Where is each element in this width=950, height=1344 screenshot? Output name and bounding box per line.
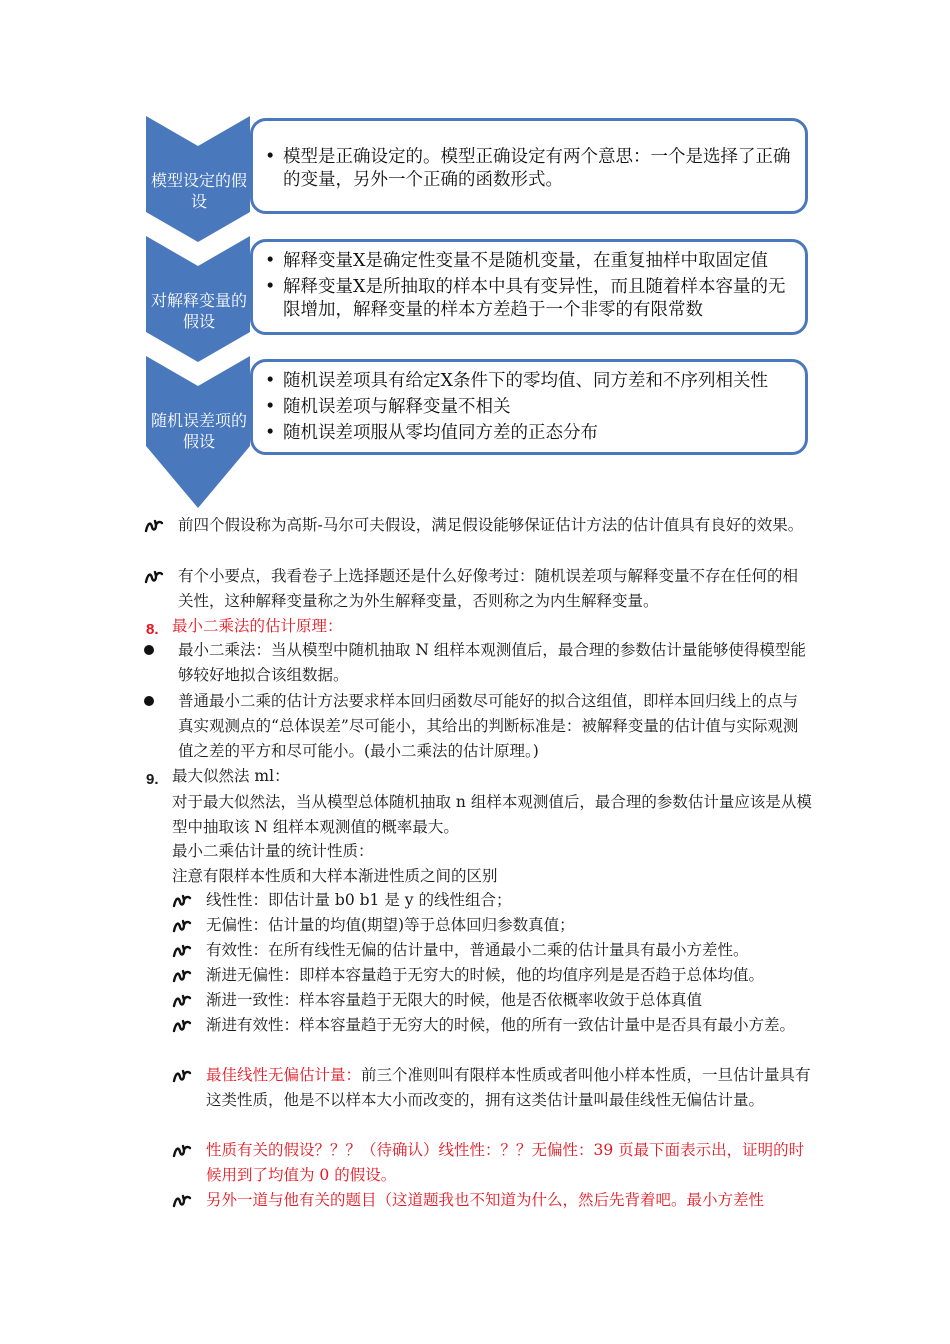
squiggle-arrow-icon: [172, 918, 192, 934]
section-9-number: 9.: [146, 771, 159, 788]
section-8-title: 最小二乘法的估计原理：: [172, 617, 343, 635]
squiggle-arrow-icon: [172, 968, 192, 984]
property-item-3: 有效性：在所有线性无偏的估计量中，普通最小二乘的估计量具有最小方差性。: [206, 941, 749, 959]
section-8-number: 8.: [146, 621, 159, 638]
section-3-box: [250, 359, 808, 455]
section-2-bullet-1: • 解释变量X是确定性变量不是随机变量，在重复抽样中取固定值: [263, 250, 795, 273]
section-2-box: [250, 239, 808, 335]
note-2: 有个小要点，我看卷子上选择题还是什么好像考过：随机误差项与解释变量不存在任何的相关性，这种解释变量称之为外生解释变量，否则称之为内生解释变量。: [178, 567, 799, 610]
squiggle-arrow-icon: [172, 943, 192, 959]
property-item-1: 线性性：即估计量 b0 b1 是 y 的线性组合；: [206, 891, 512, 909]
squiggle-arrow-icon: [172, 1018, 192, 1034]
property-item-6: 渐进有效性：样本容量趋于无穷大的时候，他的所有一致估计量中是否具有最小方差。: [206, 1016, 796, 1034]
section-3-bullet-3: • 随机误差项服从零均值同方差的正态分布: [263, 420, 795, 446]
squiggle-arrow-icon: [144, 518, 164, 534]
squiggle-arrow-icon: [172, 1068, 192, 1084]
squiggle-arrow-icon: [172, 893, 192, 909]
section-9-para-1: 对于最大似然法，当从模型总体随机抽取 n 组样本观测值后，最合理的参数估计量应该是从模型中抽取该 N 组样本观测值的概率最大。: [172, 793, 812, 836]
section-9-title: 最大似然法 ml：: [172, 767, 290, 785]
bullet-icon: [144, 696, 154, 706]
property-item-5: 渐进一致性：样本容量趋于无限大的时候，他是否依概率收敛于总体真值: [206, 991, 703, 1009]
property-item-2: 无偏性：估计量的均值(期望)等于总体回归参数真值；: [206, 916, 575, 934]
section-9-line-2: 最小二乘估计量的统计性质：: [172, 842, 374, 860]
squiggle-arrow-icon: [172, 1143, 192, 1159]
section-1-bullet-1: • 模型是正确设定的。模型正确设定有两个意思：一个是选择了正确的变量，另外一个正确的函数形式。: [263, 146, 795, 192]
bullet-icon: [144, 645, 154, 655]
squiggle-arrow-icon: [144, 569, 164, 585]
section-2-label: 对解释变量的假设: [150, 291, 247, 331]
property-item-4: 渐进无偏性：即样本容量趋于无穷大的时候，他的均值序列是是否趋于总体均值。: [206, 966, 765, 984]
blue-term: 最佳线性无偏估计量：: [206, 1066, 362, 1084]
note-1: 前四个假设称为高斯-马尔可夫假设，满足假设能够保证估计方法的估计值具有良好的效果。: [178, 516, 804, 534]
assumptions-diagram: [146, 116, 816, 508]
section-3-bullet-2: • 随机误差项与解释变量不相关: [263, 394, 795, 420]
squiggle-arrow-icon: [172, 1193, 192, 1209]
section-9-line-3: 注意有限样本性质和大样本渐进性质之间的区别: [172, 867, 498, 885]
property-item-9: 另外一道与他有关的题目（这道题我也不知道为什么，然后先背着吧。最小方差性: [206, 1191, 765, 1209]
section-1-box: [250, 118, 808, 214]
blue-description: 前三个准则叫有限样本性质或者叫他小样本性质，一旦估计量具有这类性质，他是不以样本大小而改变的，拥有这类估计量叫最佳线性无偏估计量。: [206, 1066, 811, 1109]
section-3-label: 随机误差项的假设: [150, 411, 247, 451]
section-8-bullet-1: 最小二乘法：当从模型中随机抽取 N 组样本观测值后，最合理的参数估计量能够使得模型能够较好地拟合该组数据。: [178, 641, 806, 684]
section-1-label: 模型设定的假设: [150, 171, 247, 211]
section-2-bullet-2: • 解释变量X是所抽取的样本中具有变异性，而且随着样本容量的无限增加，解释变量的样本方差趋于一个非零的有限常数: [263, 276, 795, 322]
section-3-bullet-1: • 随机误差项具有给定X条件下的零均值、同方差和不序列相关性: [263, 368, 795, 394]
section-8-bullet-2: 普通最小二乘的估计方法要求样本回归函数尽可能好的拟合这组值，即样本回归线上的点与真实观测点的“总体误差”尽可能小，其给出的判断标准是：被解释变量的估计值与实际观测值之差的平方和尽可能小。(最小二乘法的估计原理。): [178, 692, 799, 760]
property-item-7: [206, 1063, 812, 1113]
squiggle-arrow-icon: [172, 993, 192, 1009]
property-item-8: 性质有关的假设？？？（待确认）线性性：？？无偏性：39 页最下面表示出，证明的时候用到了均值为 0 的假设。: [206, 1141, 805, 1184]
